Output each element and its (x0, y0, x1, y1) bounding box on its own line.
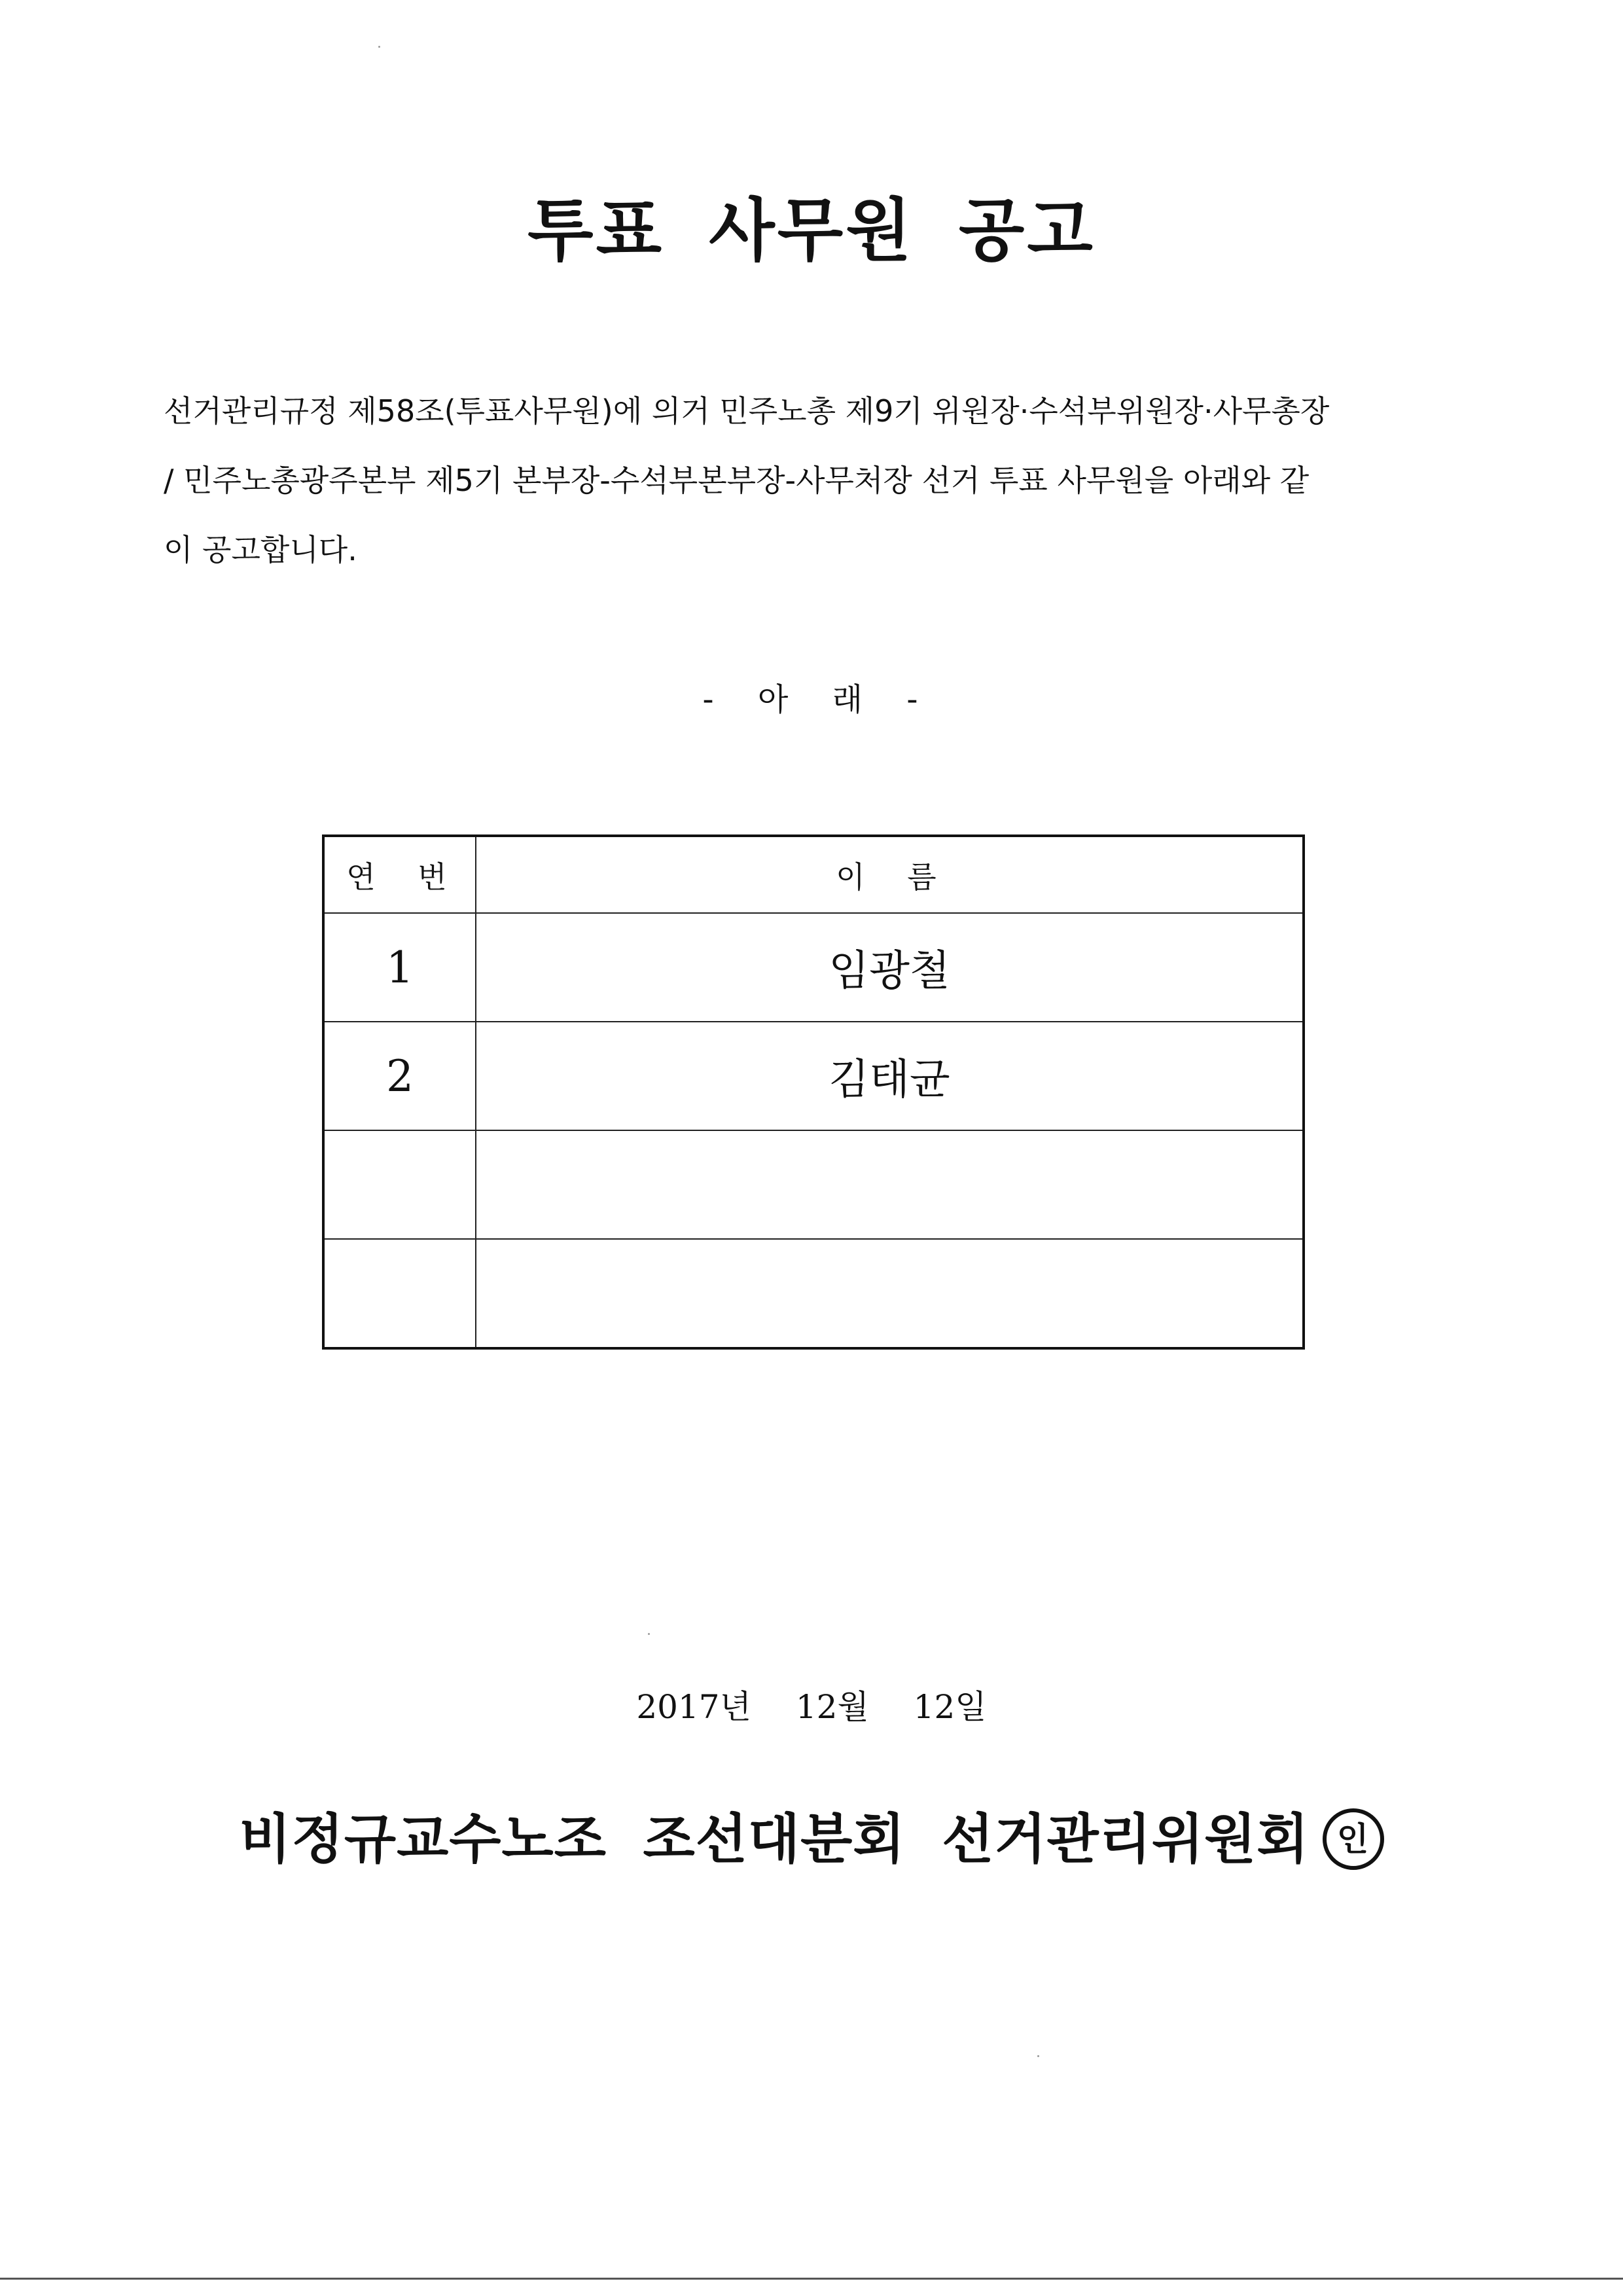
date-day: 12일 (913, 1688, 987, 1726)
scan-edge-line (0, 2278, 1623, 2280)
date-month: 12월 (795, 1688, 869, 1726)
row-number (323, 1130, 476, 1239)
announcement-date (0, 1681, 1623, 1728)
issuer-name: 비정규교수노조 조선대분회 선거관리위원회 (239, 1808, 1310, 1871)
row-name (476, 1130, 1304, 1239)
scan-speck (378, 46, 380, 48)
row-name: 김태균 (476, 1022, 1304, 1130)
document-title: 투표 사무원 공고 (527, 190, 1096, 270)
table-row (323, 913, 1304, 1022)
row-number: 2 (323, 1022, 476, 1130)
table-row (323, 1239, 1304, 1348)
table-row (323, 1130, 1304, 1239)
body-line: / 민주노총광주본부 제5기 본부장-수석부본부장-사무처장 선거 투표 사무원을 아래와 같 (164, 463, 1310, 498)
date-year: 2017년 (636, 1688, 751, 1726)
row-number: 1 (323, 913, 476, 1022)
polling-staff-table (322, 834, 1305, 1350)
body-line: 선거관리규정 제58조(투표사무원)에 의거 민주노총 제9기 위원장·수석부위원장·사무총장 (164, 393, 1330, 429)
column-header-number: 연 번 (323, 836, 476, 913)
table-header-row (323, 836, 1304, 913)
row-number (323, 1239, 476, 1348)
seal-stamp: 인 (1323, 1808, 1384, 1870)
column-header-name: 이 름 (476, 836, 1304, 913)
row-name: 임광철 (476, 913, 1304, 1022)
scan-speck (648, 1633, 650, 1635)
table-row (323, 1022, 1304, 1130)
body-line: 이 공고합니다. (164, 532, 357, 567)
issuer-signature (0, 1797, 1623, 1874)
scan-speck (1037, 2055, 1039, 2057)
announcement-body (164, 376, 1466, 584)
section-label: - 아 래 - (702, 681, 921, 718)
row-name (476, 1239, 1304, 1348)
